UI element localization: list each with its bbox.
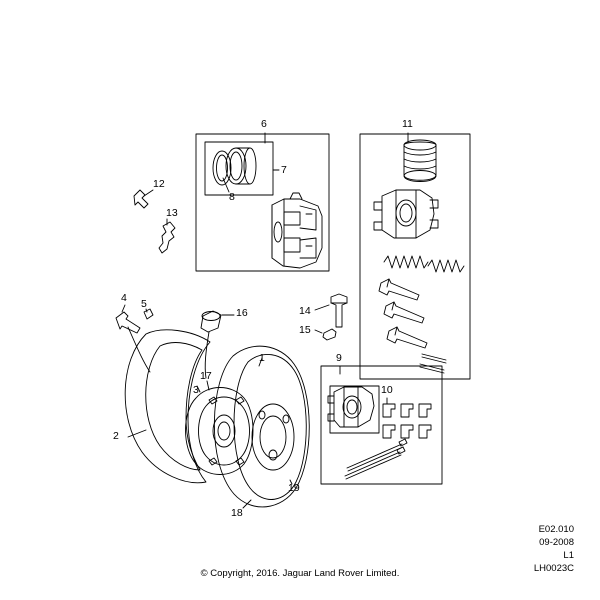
callout-4: 4	[121, 292, 127, 304]
callout-6: 6	[261, 118, 267, 130]
copyright-notice: © Copyright, 2016. Jaguar Land Rover Limited.	[200, 568, 400, 579]
model-code: L1	[563, 550, 574, 561]
callout-18: 18	[231, 507, 243, 519]
figure-code: E02.010	[538, 524, 574, 535]
part-4-shape	[116, 312, 140, 333]
callout-16: 16	[236, 307, 248, 319]
subgroup-box-9-inner	[330, 386, 379, 433]
drawing-number: LH0023C	[533, 563, 574, 574]
callout-19: 19	[288, 482, 300, 494]
part-13-shape	[159, 222, 175, 253]
part-5-shape	[144, 309, 153, 319]
subgroup-box-7	[205, 142, 273, 195]
callout-5: 5	[141, 298, 147, 310]
callout-15: 15	[299, 324, 311, 336]
part-14-shape	[331, 294, 347, 327]
callout-3: 3	[193, 384, 199, 396]
callout-2: 2	[113, 430, 119, 442]
callout-8: 8	[229, 191, 235, 203]
callout-11: 11	[402, 118, 413, 130]
part-16-shape	[201, 311, 221, 332]
callout-10: 10	[381, 384, 393, 396]
drawing-meta-block	[534, 523, 574, 575]
callout-12: 12	[153, 178, 165, 190]
part-2-backplate	[125, 330, 210, 483]
drawing-date: 09-2008	[539, 537, 574, 548]
callout-17: 17	[200, 370, 212, 382]
callout-13: 13	[166, 207, 178, 219]
part-12-shape	[134, 190, 148, 208]
part-15-shape	[323, 329, 336, 340]
callout-14: 14	[299, 305, 311, 317]
callout-9: 9	[336, 352, 342, 364]
callout-1: 1	[259, 352, 265, 364]
callout-7: 7	[281, 164, 287, 176]
